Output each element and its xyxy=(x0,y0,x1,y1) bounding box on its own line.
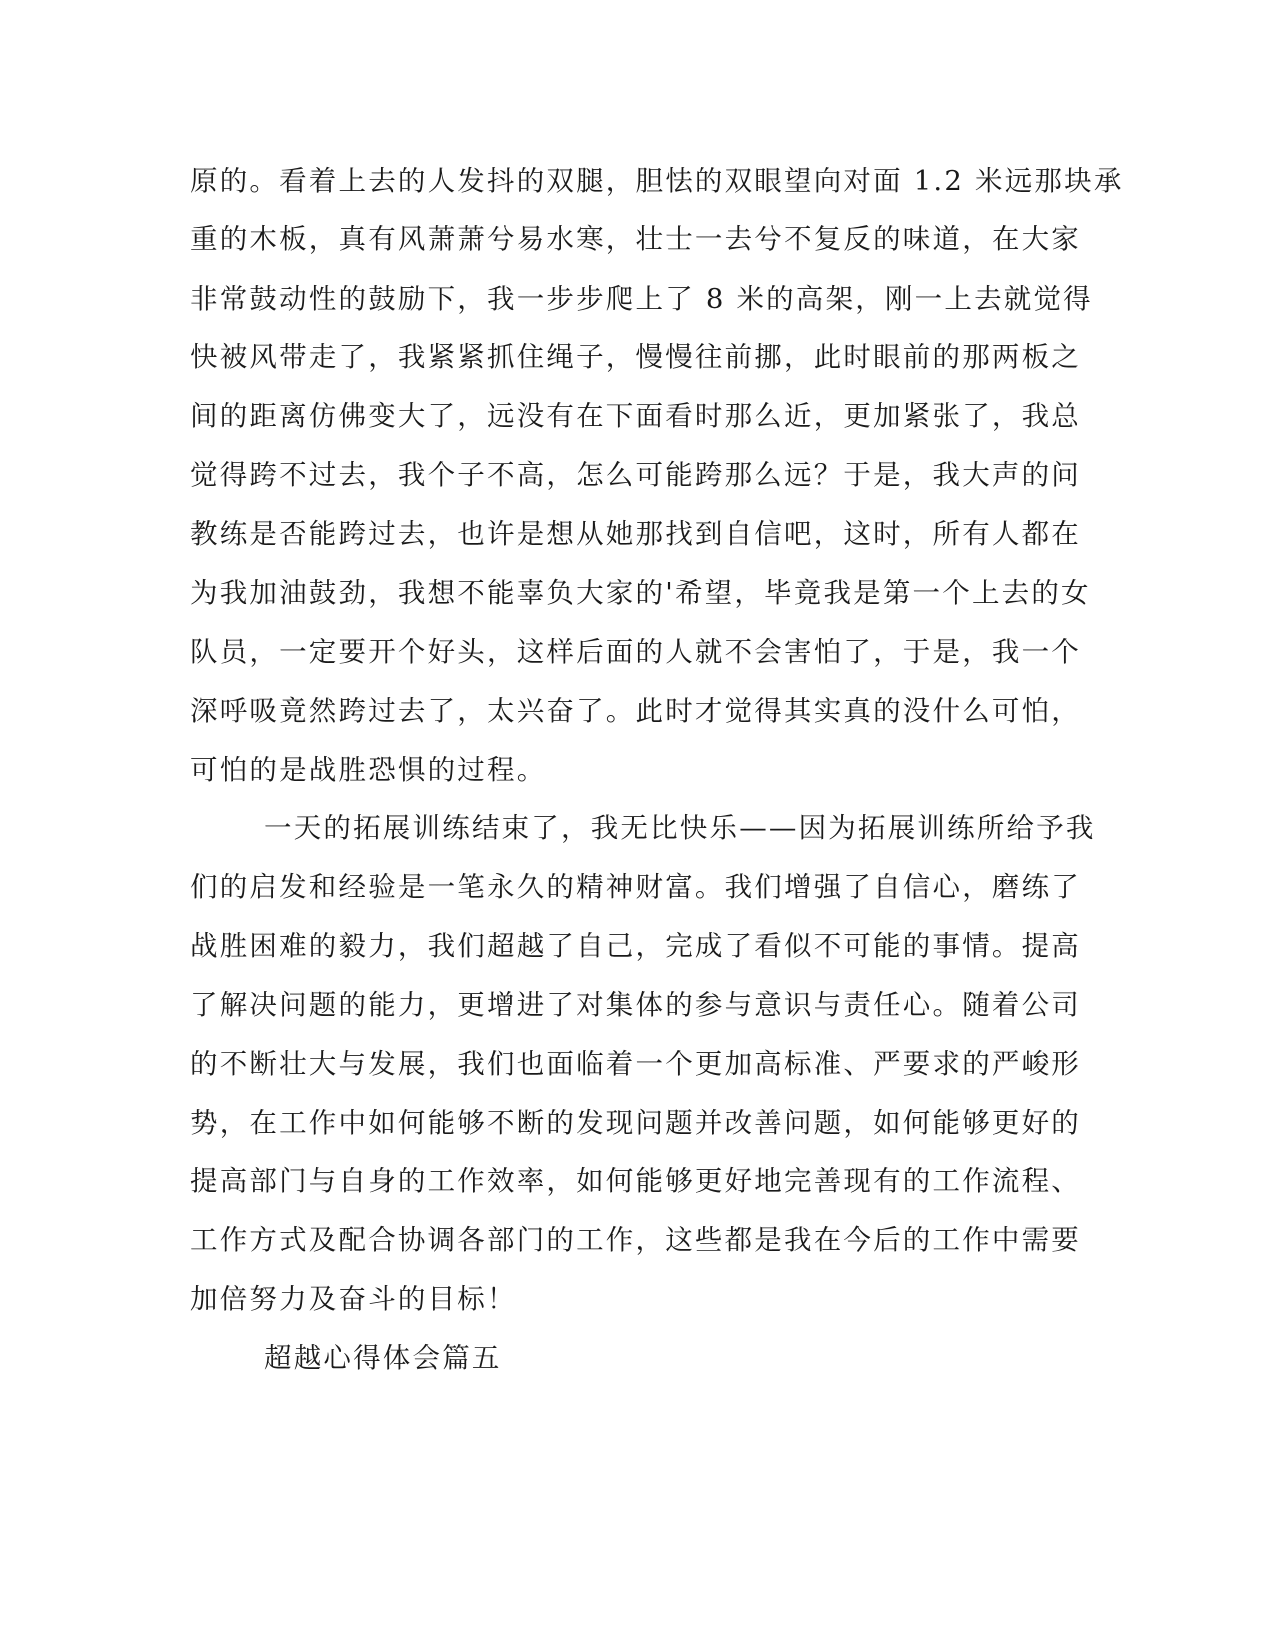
text-line: 觉得跨不过去，我个子不高，怎么可能跨那么远？于是，我大声的问 xyxy=(190,459,1081,491)
text-line: 们的启发和经验是一笔永久的精神财富。我们增强了自信心，磨练了 xyxy=(190,871,1081,903)
text-line: 工作方式及配合协调各部门的工作，这些都是我在今后的工作中需要 xyxy=(190,1224,1081,1256)
text-line: 快被风带走了，我紧紧抓住绳子，慢慢往前挪，此时眼前的那两板之 xyxy=(190,341,1081,373)
text-line: 非常鼓动性的鼓励下，我一步步爬上了 8 米的高架，刚一上去就觉得 xyxy=(190,283,1093,315)
text-line: 势，在工作中如何能够不断的发现问题并改善问题，如何能够更好的 xyxy=(190,1107,1081,1139)
text-line: 教练是否能跨过去，也许是想从她那找到自信吧，这时，所有人都在 xyxy=(190,518,1081,550)
text-line: 深呼吸竟然跨过去了，太兴奋了。此时才觉得其实真的没什么可怕， xyxy=(190,695,1081,727)
text-line: 队员，一定要开个好头，这样后面的人就不会害怕了，于是，我一个 xyxy=(190,636,1081,668)
text-line: 战胜困难的毅力，我们超越了自己，完成了看似不可能的事情。提高 xyxy=(190,930,1081,962)
text-line: 重的木板，真有风萧萧兮易水寒，壮士一去兮不复反的味道，在大家 xyxy=(190,223,1081,255)
text-line: 的不断壮大与发展，我们也面临着一个更加高标准、严要求的严峻形 xyxy=(190,1048,1081,1080)
text-line: 原的。看着上去的人发抖的双腿，胆怯的双眼望向对面 1.2 米远那块承 xyxy=(190,165,1124,197)
text-line: 可怕的是战胜恐惧的过程。 xyxy=(190,754,547,786)
text-line: 加倍努力及奋斗的目标！ xyxy=(190,1283,517,1315)
text-line: 间的距离仿佛变大了，远没有在下面看时那么近，更加紧张了，我总 xyxy=(190,400,1081,432)
section-heading: 超越心得体会篇五 xyxy=(264,1342,502,1374)
text-line: 了解决问题的能力，更增进了对集体的参与意识与责任心。随着公司 xyxy=(190,989,1081,1021)
text-line: 提高部门与自身的工作效率，如何能够更好地完善现有的工作流程、 xyxy=(190,1165,1081,1197)
text-line: 为我加油鼓劲，我想不能辜负大家的'希望，毕竟我是第一个上去的女 xyxy=(190,577,1091,609)
paragraph-first-line: 一天的拓展训练结束了，我无比快乐——因为拓展训练所给予我 xyxy=(264,812,1096,844)
